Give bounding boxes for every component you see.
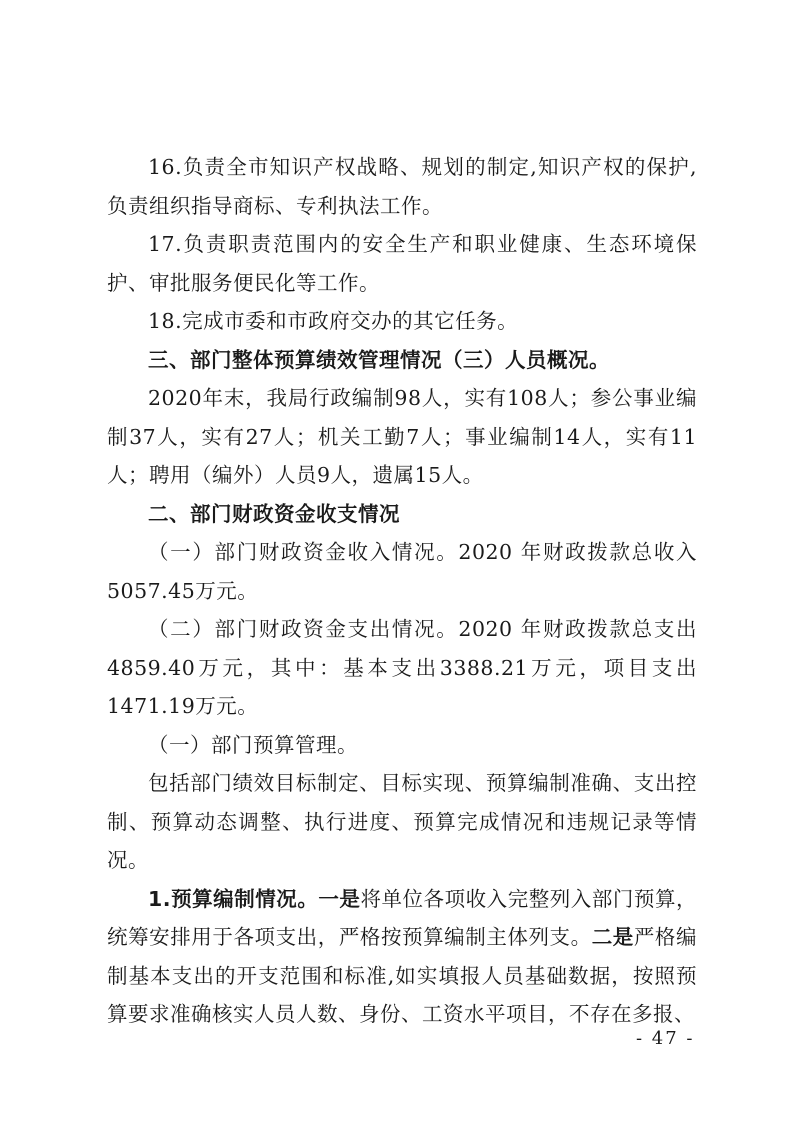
section-heading-finance: 二、部门财政资金收支情况 <box>148 501 400 526</box>
document-body <box>107 148 697 1034</box>
section-heading-budget-performance: 三、部门整体预算绩效管理情况（三）人员概况。 <box>148 347 610 372</box>
paragraph-item-16: 16.负责全市知识产权战略、规划的制定,知识产权的保护,负责组织指导商标、专利执法工作。 <box>107 155 697 218</box>
budget-preparation-title: 1.预算编制情况。 <box>148 886 319 911</box>
paragraph-income: （一）部门财政资金收入情况。2020 年财政拨款总收入5057.45万元。 <box>107 540 697 603</box>
page-number: - 47 - <box>636 1028 695 1049</box>
paragraph-item-17: 17.负责职责范围内的安全生产和职业健康、生态环境保护、审批服务便民化等工作。 <box>107 232 697 295</box>
paragraph-budget-management: （一）部门预算管理。 <box>148 732 358 757</box>
paragraph-budget-preparation <box>107 880 697 1034</box>
point-one-label: 一是 <box>318 886 361 911</box>
point-one-text: 将单位各项收入完整列入部门预算，统筹安排用于各项支出，严格按预算编制主体列支。 <box>107 886 697 949</box>
paragraph-staffing: 2020年末，我局行政编制98人，实有108人；参公事业编制37人，实有27人；机关工勤7人；事业编制14人，实有11人；聘用（编外）人员9人，遗属15人。 <box>107 386 697 487</box>
paragraph-expenditure: （二）部门财政资金支出情况。2020 年财政拨款总支出4859.40万元，其中：基本支出3388.21万元，项目支出1471.19万元。 <box>107 617 697 718</box>
point-two-text: 严格编制基本支出的开支范围和标准,如实填报人员基础数据，按照预算要求准确核实人员人数、身份、工资水平项目，不存在多报、 <box>107 925 698 1026</box>
paragraph-budget-scope: 包括部门绩效目标制定、目标实现、预算编制准确、支出控制、预算动态调整、执行进度、预算完成情况和违规记录等情况。 <box>107 771 697 872</box>
paragraph-item-18: 18.完成市委和市政府交办的其它任务。 <box>148 309 519 333</box>
point-two-label: 二是 <box>591 925 634 949</box>
